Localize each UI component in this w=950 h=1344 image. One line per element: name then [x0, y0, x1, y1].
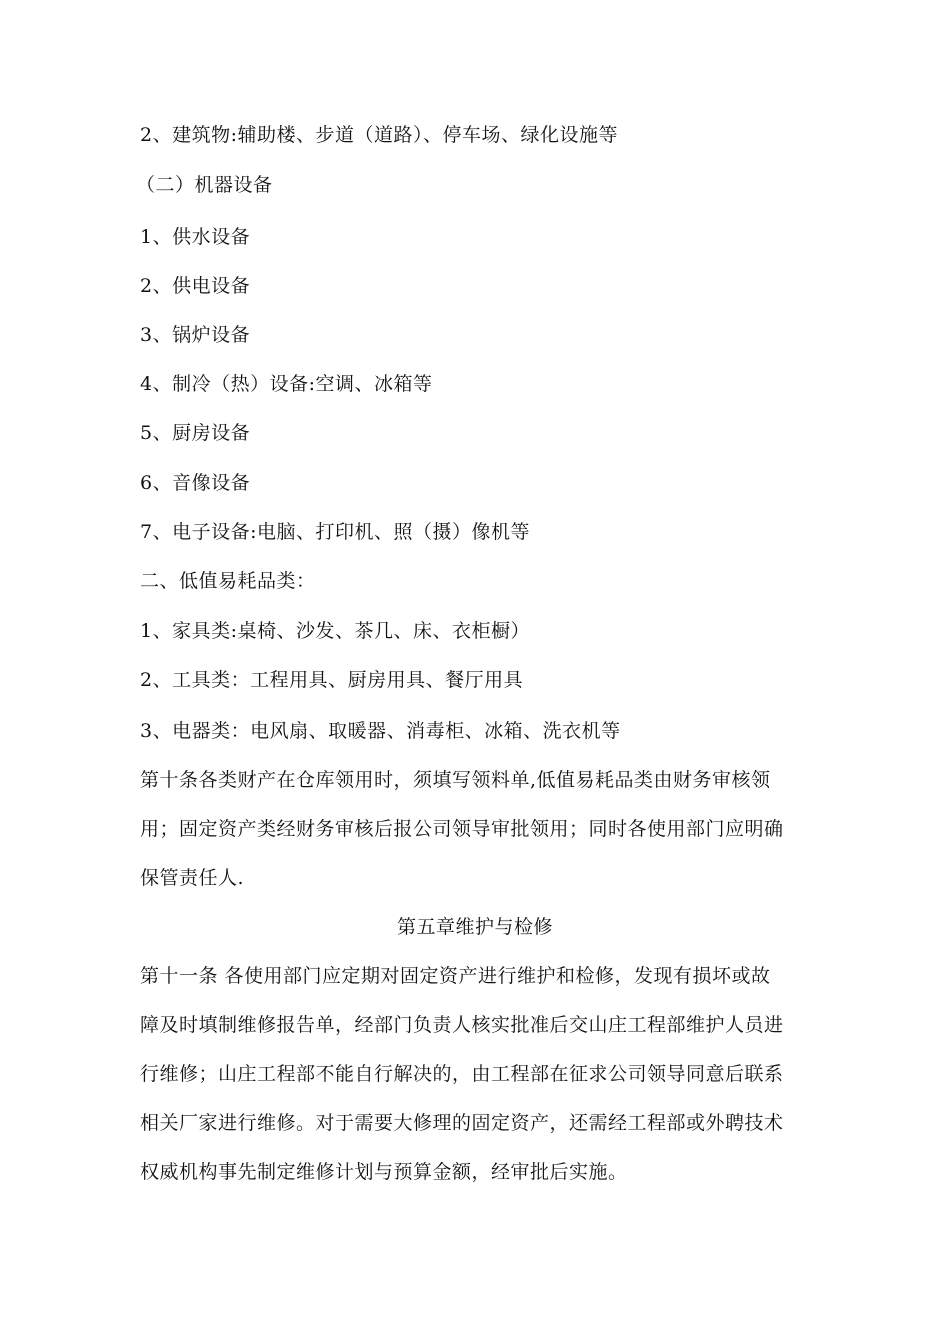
- section-machinery-heading: （二）机器设备: [136, 174, 273, 196]
- list-item-power-supply: 2、供电设备: [140, 275, 251, 297]
- article-10-paragraph: [140, 756, 820, 903]
- chapter-heading: 第五章维护与检修: [396, 916, 553, 938]
- article-10-line: 用；固定资产类经财务审核后报公司领导审批领用；同时各使用部门应明确: [140, 818, 784, 840]
- article-11-line: 相关厂家进行维修。对于需要大修理的固定资产，还需经工程部或外聘技术: [140, 1112, 784, 1134]
- list-item-tools: 2、工具类：工程用具、厨房用具、餐厅用具: [140, 669, 524, 691]
- article-10-line: 保管责任人.: [140, 867, 245, 889]
- list-item-buildings: 2、建筑物:辅助楼、步道（道路）、停车场、绿化设施等: [140, 124, 618, 146]
- list-item-hvac: 4、制冷（热）设备:空调、冰箱等: [140, 373, 433, 395]
- list-item-appliances: 3、电器类：电风扇、取暖器、消毒柜、冰箱、洗衣机等: [140, 720, 621, 742]
- list-item-electronics: 7、电子设备:电脑、打印机、照（摄）像机等: [140, 521, 530, 543]
- article-10-line: 第十条各类财产在仓库领用时，须填写领料单,低值易耗品类由财务审核领: [140, 769, 771, 791]
- list-item-water-supply: 1、供水设备: [140, 226, 251, 248]
- list-item-audio-video: 6、音像设备: [140, 472, 251, 494]
- article-11-line: 第十一条 各使用部门应定期对固定资产进行维护和检修，发现有损坏或故: [140, 965, 771, 987]
- list-item-kitchen: 5、厨房设备: [140, 422, 251, 444]
- list-item-boiler: 3、锅炉设备: [140, 324, 251, 346]
- article-11-line: 行维修；山庄工程部不能自行解决的，由工程部在征求公司领导同意后联系: [140, 1063, 784, 1085]
- article-11-line: 权威机构事先制定维修计划与预算金额，经审批后实施。: [140, 1161, 628, 1183]
- section-consumables-heading: 二、低值易耗品类：: [140, 570, 316, 592]
- article-11-line: 障及时填制维修报告单，经部门负责人核实批准后交山庄工程部维护人员进: [140, 1014, 784, 1036]
- list-item-furniture: 1、家具类:桌椅、沙发、茶几、床、衣柜橱）: [140, 620, 530, 642]
- article-11-paragraph: [140, 952, 820, 1197]
